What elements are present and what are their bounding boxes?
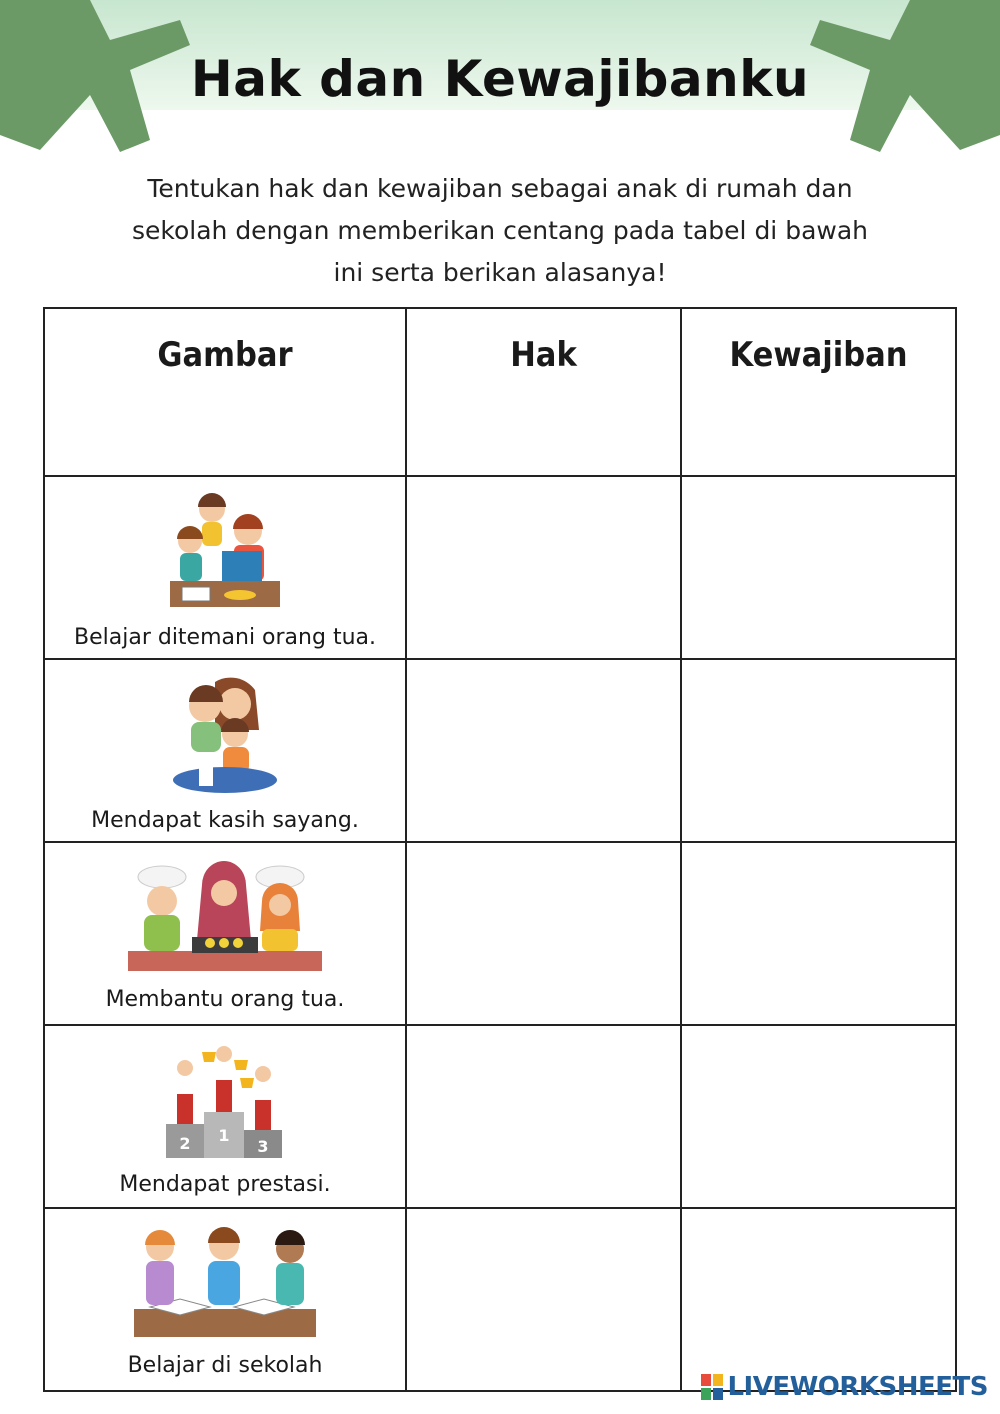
picture-cell [44, 1025, 406, 1208]
family-studying-icon [160, 489, 290, 613]
table-row [44, 842, 956, 1025]
picture-cell [44, 1208, 406, 1391]
classroom-kids-icon [130, 1221, 320, 1341]
table-row [44, 1208, 956, 1391]
svg-text:1: 1 [218, 1126, 230, 1145]
table-header-row [44, 308, 956, 476]
brand-watermark [701, 1372, 988, 1402]
picture-cell [44, 659, 406, 842]
picture-cell [44, 842, 406, 1025]
kewajiban-answer-cell[interactable] [681, 476, 956, 659]
row-caption: Mendapat prestasi. [119, 1172, 331, 1197]
header-gambar: Gambar [44, 308, 406, 476]
table-row [44, 659, 956, 842]
svg-text:2: 2 [179, 1134, 191, 1153]
hak-answer-cell[interactable] [406, 842, 681, 1025]
svg-text:3: 3 [257, 1137, 269, 1156]
instructions-text: Tentukan hak dan kewajiban sebagai anak di rumah dan sekolah dengan memberikan centang pada tabel di bawah ini serta berikan alasanya! [131, 174, 869, 287]
table-row [44, 476, 956, 659]
kewajiban-answer-cell[interactable] [681, 1208, 956, 1391]
kewajiban-answer-cell[interactable] [681, 659, 956, 842]
kewajiban-answer-cell[interactable] [681, 842, 956, 1025]
brand-name: LIVEWORKSHEETS [727, 1372, 988, 1402]
kewajiban-answer-cell[interactable] [681, 1025, 956, 1208]
podium-trophy-icon [164, 1038, 286, 1160]
hak-answer-cell[interactable] [406, 476, 681, 659]
hak-answer-cell[interactable] [406, 1208, 681, 1391]
page-title: Hak dan Kewajibanku [190, 50, 810, 108]
hak-answer-cell[interactable] [406, 1025, 681, 1208]
worksheet-table [43, 307, 957, 1392]
mother-hug-icon [165, 672, 285, 796]
picture-cell [44, 476, 406, 659]
row-caption: Belajar ditemani orang tua. [74, 625, 376, 650]
liveworksheets-logo-icon [701, 1374, 723, 1400]
header-kewajiban: Kewajiban [681, 308, 956, 476]
row-caption: Belajar di sekolah [127, 1353, 323, 1378]
hak-answer-cell[interactable] [406, 659, 681, 842]
cooking-together-icon [128, 855, 322, 975]
header-hak: Hak [406, 308, 681, 476]
row-caption: Membantu orang tua. [105, 987, 345, 1012]
row-caption: Mendapat kasih sayang. [91, 808, 359, 833]
table-row [44, 1025, 956, 1208]
